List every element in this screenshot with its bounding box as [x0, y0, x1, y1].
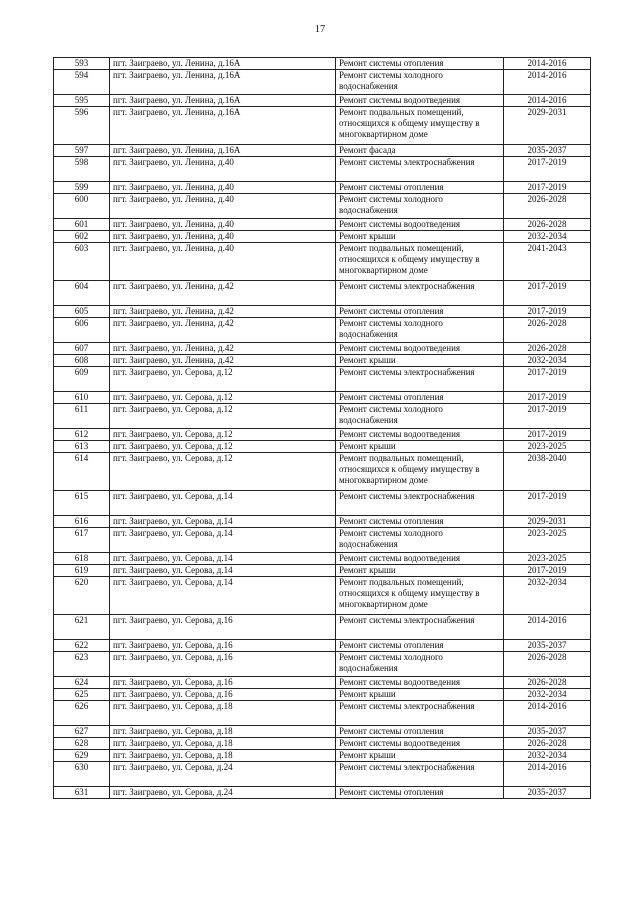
- table-row: [54, 640, 591, 652]
- address-cell: пгт. Заиграево, ул. Серова, д.16: [110, 677, 336, 689]
- period-cell: 2023-2025: [504, 528, 591, 553]
- period-cell: 2035-2037: [504, 726, 591, 738]
- address-cell: пгт. Заиграево, ул. Ленина, д.42: [110, 355, 336, 367]
- table-row: [54, 306, 591, 318]
- work-type-cell: Ремонт подвальных помещений, относящихся к общему имуществу в многоквартирном доме: [336, 453, 504, 491]
- address-cell: пгт. Заиграево, ул. Серова, д.12: [110, 367, 336, 392]
- row-number: 597: [54, 145, 110, 157]
- address-cell: пгт. Заиграево, ул. Серова, д.12: [110, 392, 336, 404]
- row-number: 629: [54, 750, 110, 762]
- address-cell: пгт. Заиграево, ул. Серова, д.14: [110, 528, 336, 553]
- period-cell: 2017-2019: [504, 306, 591, 318]
- period-cell: 2017-2019: [504, 404, 591, 429]
- period-cell: 2017-2019: [504, 565, 591, 577]
- row-number: 614: [54, 453, 110, 491]
- period-cell: 2032-2034: [504, 750, 591, 762]
- row-number: 616: [54, 516, 110, 528]
- table-row: [54, 194, 591, 219]
- work-type-cell: Ремонт подвальных помещений, относящихся к общему имуществу в многоквартирном доме: [336, 107, 504, 145]
- period-cell: 2035-2037: [504, 640, 591, 652]
- row-number: 621: [54, 615, 110, 640]
- work-type-cell: Ремонт системы водоотведения: [336, 429, 504, 441]
- period-cell: 2023-2025: [504, 553, 591, 565]
- row-number: 604: [54, 281, 110, 306]
- work-type-cell: Ремонт системы отопления: [336, 516, 504, 528]
- period-cell: 2026-2028: [504, 219, 591, 231]
- table-row: [54, 441, 591, 453]
- address-cell: пгт. Заиграево, ул. Серова, д.12: [110, 441, 336, 453]
- row-number: 607: [54, 343, 110, 355]
- work-type-cell: Ремонт системы электроснабжения: [336, 367, 504, 392]
- address-cell: пгт. Заиграево, ул. Ленина, д.42: [110, 306, 336, 318]
- row-number: 608: [54, 355, 110, 367]
- address-cell: пгт. Заиграево, ул. Серова, д.16: [110, 615, 336, 640]
- period-cell: 2017-2019: [504, 182, 591, 194]
- address-cell: пгт. Заиграево, ул. Ленина, д.42: [110, 318, 336, 343]
- address-cell: пгт. Заиграево, ул. Ленина, д.40: [110, 194, 336, 219]
- period-cell: 2014-2016: [504, 701, 591, 726]
- work-type-cell: Ремонт системы водоотведения: [336, 677, 504, 689]
- work-type-cell: Ремонт системы водоотведения: [336, 95, 504, 107]
- table-row: [54, 392, 591, 404]
- address-cell: пгт. Заиграево, ул. Серова, д.14: [110, 565, 336, 577]
- address-cell: пгт. Заиграево, ул. Ленина, д.40: [110, 243, 336, 281]
- period-cell: 2041-2043: [504, 243, 591, 281]
- period-cell: 2017-2019: [504, 491, 591, 516]
- work-type-cell: Ремонт системы отопления: [336, 726, 504, 738]
- row-number: 617: [54, 528, 110, 553]
- table-row: [54, 565, 591, 577]
- address-cell: пгт. Заиграево, ул. Серова, д.18: [110, 701, 336, 726]
- page-number: 17: [314, 24, 326, 35]
- row-number: 603: [54, 243, 110, 281]
- address-cell: пгт. Заиграево, ул. Ленина, д.16А: [110, 95, 336, 107]
- work-type-cell: Ремонт системы водоотведения: [336, 219, 504, 231]
- address-cell: пгт. Заиграево, ул. Серова, д.16: [110, 640, 336, 652]
- row-number: 600: [54, 194, 110, 219]
- work-type-cell: Ремонт системы электроснабжения: [336, 157, 504, 182]
- row-number: 596: [54, 107, 110, 145]
- row-number: 612: [54, 429, 110, 441]
- address-cell: пгт. Заиграево, ул. Ленина, д.42: [110, 343, 336, 355]
- table-row: [54, 58, 591, 70]
- period-cell: 2014-2016: [504, 70, 591, 95]
- row-number: 626: [54, 701, 110, 726]
- address-cell: пгт. Заиграево, ул. Серова, д.18: [110, 726, 336, 738]
- table-row: [54, 652, 591, 677]
- work-type-cell: Ремонт системы водоотведения: [336, 343, 504, 355]
- period-cell: 2032-2034: [504, 577, 591, 615]
- table-row: [54, 281, 591, 306]
- address-cell: пгт. Заиграево, ул. Серова, д.14: [110, 577, 336, 615]
- table-row: [54, 243, 591, 281]
- table-row: [54, 318, 591, 343]
- work-type-cell: Ремонт крыши: [336, 441, 504, 453]
- work-type-cell: Ремонт системы электроснабжения: [336, 615, 504, 640]
- work-type-cell: Ремонт системы отопления: [336, 392, 504, 404]
- address-cell: пгт. Заиграево, ул. Серова, д.12: [110, 404, 336, 429]
- period-cell: 2032-2034: [504, 355, 591, 367]
- row-number: 628: [54, 738, 110, 750]
- work-type-cell: Ремонт системы отопления: [336, 787, 504, 799]
- table-row: [54, 219, 591, 231]
- row-number: 631: [54, 787, 110, 799]
- period-cell: 2026-2028: [504, 194, 591, 219]
- table-row: [54, 343, 591, 355]
- table-row: [54, 429, 591, 441]
- period-cell: 2038-2040: [504, 453, 591, 491]
- table-row: [54, 367, 591, 392]
- table-row: [54, 70, 591, 95]
- address-cell: пгт. Заиграево, ул. Серова, д.24: [110, 762, 336, 787]
- row-number: 622: [54, 640, 110, 652]
- address-cell: пгт. Заиграево, ул. Ленина, д.40: [110, 182, 336, 194]
- work-type-cell: Ремонт системы холодного водоснабжения: [336, 652, 504, 677]
- address-cell: пгт. Заиграево, ул. Серова, д.24: [110, 787, 336, 799]
- period-cell: 2026-2028: [504, 677, 591, 689]
- period-cell: 2014-2016: [504, 615, 591, 640]
- period-cell: 2017-2019: [504, 392, 591, 404]
- address-cell: пгт. Заиграево, ул. Ленина, д.16А: [110, 70, 336, 95]
- table-row: [54, 701, 591, 726]
- work-type-cell: Ремонт системы электроснабжения: [336, 491, 504, 516]
- table-row: [54, 528, 591, 553]
- table-row: [54, 404, 591, 429]
- work-type-cell: Ремонт системы отопления: [336, 182, 504, 194]
- period-cell: 2026-2028: [504, 652, 591, 677]
- address-cell: пгт. Заиграево, ул. Серова, д.14: [110, 491, 336, 516]
- work-type-cell: Ремонт крыши: [336, 231, 504, 243]
- table-row: [54, 95, 591, 107]
- row-number: 605: [54, 306, 110, 318]
- period-cell: 2014-2016: [504, 762, 591, 787]
- table-row: [54, 762, 591, 787]
- work-type-cell: Ремонт фасада: [336, 145, 504, 157]
- work-type-cell: Ремонт системы отопления: [336, 640, 504, 652]
- work-type-cell: Ремонт системы холодного водоснабжения: [336, 70, 504, 95]
- work-type-cell: Ремонт системы холодного водоснабжения: [336, 528, 504, 553]
- work-type-cell: Ремонт системы водоотведения: [336, 738, 504, 750]
- row-number: 619: [54, 565, 110, 577]
- period-cell: 2017-2019: [504, 281, 591, 306]
- work-type-cell: Ремонт системы отопления: [336, 306, 504, 318]
- period-cell: 2026-2028: [504, 343, 591, 355]
- row-number: 602: [54, 231, 110, 243]
- address-cell: пгт. Заиграево, ул. Ленина, д.40: [110, 219, 336, 231]
- row-number: 620: [54, 577, 110, 615]
- table-row: [54, 553, 591, 565]
- address-cell: пгт. Заиграево, ул. Серова, д.16: [110, 689, 336, 701]
- table-row: [54, 491, 591, 516]
- work-type-cell: Ремонт системы электроснабжения: [336, 762, 504, 787]
- table-row: [54, 157, 591, 182]
- address-cell: пгт. Заиграево, ул. Ленина, д.16А: [110, 107, 336, 145]
- table-row: [54, 689, 591, 701]
- work-type-cell: Ремонт подвальных помещений, относящихся к общему имуществу в многоквартирном доме: [336, 243, 504, 281]
- period-cell: 2026-2028: [504, 318, 591, 343]
- row-number: 627: [54, 726, 110, 738]
- table-row: [54, 750, 591, 762]
- address-cell: пгт. Заиграево, ул. Ленина, д.42: [110, 281, 336, 306]
- work-type-cell: Ремонт крыши: [336, 689, 504, 701]
- row-number: 594: [54, 70, 110, 95]
- table-row: [54, 787, 591, 799]
- row-number: 595: [54, 95, 110, 107]
- row-number: 609: [54, 367, 110, 392]
- row-number: 611: [54, 404, 110, 429]
- work-type-cell: Ремонт подвальных помещений, относящихся к общему имуществу в многоквартирном доме: [336, 577, 504, 615]
- table-row: [54, 516, 591, 528]
- address-cell: пгт. Заиграево, ул. Серова, д.18: [110, 750, 336, 762]
- table-row: [54, 726, 591, 738]
- row-number: 598: [54, 157, 110, 182]
- row-number: 615: [54, 491, 110, 516]
- work-type-cell: Ремонт системы холодного водоснабжения: [336, 404, 504, 429]
- table-row: [54, 453, 591, 491]
- work-type-cell: Ремонт системы отопления: [336, 58, 504, 70]
- work-type-cell: Ремонт системы электроснабжения: [336, 281, 504, 306]
- address-cell: пгт. Заиграево, ул. Серова, д.14: [110, 553, 336, 565]
- table-row: [54, 355, 591, 367]
- table-row: [54, 231, 591, 243]
- work-type-cell: Ремонт крыши: [336, 565, 504, 577]
- address-cell: пгт. Заиграево, ул. Серова, д.18: [110, 738, 336, 750]
- address-cell: пгт. Заиграево, ул. Серова, д.12: [110, 453, 336, 491]
- period-cell: 2032-2034: [504, 231, 591, 243]
- row-number: 601: [54, 219, 110, 231]
- address-cell: пгт. Заиграево, ул. Серова, д.16: [110, 652, 336, 677]
- repair-schedule-table: [53, 57, 591, 799]
- table-row: [54, 615, 591, 640]
- row-number: 625: [54, 689, 110, 701]
- work-type-cell: Ремонт системы водоотведения: [336, 553, 504, 565]
- row-number: 630: [54, 762, 110, 787]
- work-type-cell: Ремонт системы электроснабжения: [336, 701, 504, 726]
- row-number: 613: [54, 441, 110, 453]
- table-row: [54, 145, 591, 157]
- row-number: 618: [54, 553, 110, 565]
- period-cell: 2032-2034: [504, 689, 591, 701]
- period-cell: 2017-2019: [504, 429, 591, 441]
- table-row: [54, 677, 591, 689]
- address-cell: пгт. Заиграево, ул. Ленина, д.40: [110, 231, 336, 243]
- row-number: 610: [54, 392, 110, 404]
- work-type-cell: Ремонт крыши: [336, 355, 504, 367]
- period-cell: 2014-2016: [504, 95, 591, 107]
- address-cell: пгт. Заиграево, ул. Серова, д.14: [110, 516, 336, 528]
- period-cell: 2035-2037: [504, 145, 591, 157]
- period-cell: 2029-2031: [504, 516, 591, 528]
- table-row: [54, 577, 591, 615]
- period-cell: 2017-2019: [504, 157, 591, 182]
- period-cell: 2035-2037: [504, 787, 591, 799]
- table-row: [54, 738, 591, 750]
- table-row: [54, 107, 591, 145]
- work-type-cell: Ремонт крыши: [336, 750, 504, 762]
- period-cell: 2023-2025: [504, 441, 591, 453]
- work-type-cell: Ремонт системы холодного водоснабжения: [336, 194, 504, 219]
- row-number: 624: [54, 677, 110, 689]
- address-cell: пгт. Заиграево, ул. Серова, д.12: [110, 429, 336, 441]
- work-type-cell: Ремонт системы холодного водоснабжения: [336, 318, 504, 343]
- address-cell: пгт. Заиграево, ул. Ленина, д.16А: [110, 145, 336, 157]
- row-number: 623: [54, 652, 110, 677]
- row-number: 593: [54, 58, 110, 70]
- table-row: [54, 182, 591, 194]
- period-cell: 2026-2028: [504, 738, 591, 750]
- period-cell: 2014-2016: [504, 58, 591, 70]
- address-cell: пгт. Заиграево, ул. Ленина, д.40: [110, 157, 336, 182]
- row-number: 606: [54, 318, 110, 343]
- period-cell: 2029-2031: [504, 107, 591, 145]
- row-number: 599: [54, 182, 110, 194]
- period-cell: 2017-2019: [504, 367, 591, 392]
- address-cell: пгт. Заиграево, ул. Ленина, д.16А: [110, 58, 336, 70]
